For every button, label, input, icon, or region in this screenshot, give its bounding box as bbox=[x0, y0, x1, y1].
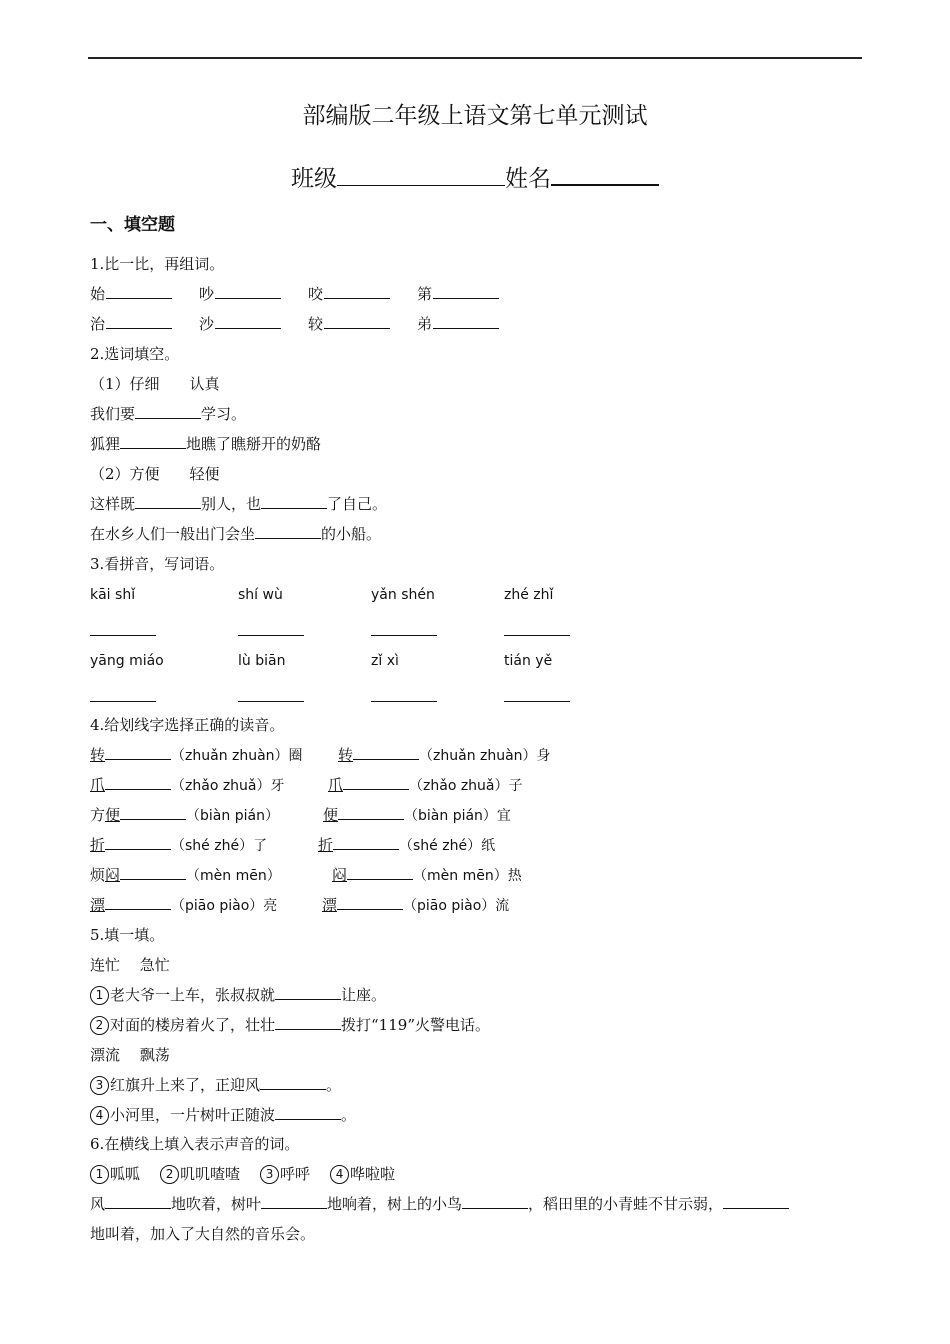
pinyin-item: kāi shǐ bbox=[90, 587, 136, 603]
q6-paragraph-line2: 地叫着，加入了大自然的音乐会。 bbox=[90, 1225, 316, 1243]
class-label: 班级 bbox=[291, 166, 337, 192]
answer-blank[interactable] bbox=[105, 894, 171, 910]
answer-blank[interactable] bbox=[337, 894, 403, 910]
pinyin-item: yǎn shén bbox=[371, 587, 435, 603]
answer-blank[interactable] bbox=[504, 635, 570, 636]
q6-options: 1 呱呱 2 叽叽喳喳 3 呼呼 4 哗啦啦 bbox=[90, 1163, 395, 1185]
class-name-line bbox=[0, 160, 950, 195]
q4-line: 漂 （piāo piào）亮 bbox=[90, 896, 278, 914]
q4-line: 闷 （mèn mēn）热 bbox=[332, 866, 522, 884]
answer-blank[interactable] bbox=[105, 834, 171, 850]
answer-blank[interactable] bbox=[106, 283, 172, 299]
answer-blank[interactable] bbox=[333, 834, 399, 850]
answer-blank[interactable] bbox=[238, 635, 304, 636]
answer-blank[interactable] bbox=[723, 1193, 789, 1209]
answer-blank[interactable] bbox=[105, 774, 171, 790]
q4-line: 便 （biàn pián）宜 bbox=[323, 806, 511, 824]
section-heading: 一、填空题 bbox=[90, 215, 175, 235]
answer-blank[interactable] bbox=[338, 804, 404, 820]
pinyin-item: tián yě bbox=[504, 653, 553, 669]
q4-line: 转 （zhuǎn zhuàn）圈 bbox=[90, 746, 303, 764]
answer-blank[interactable] bbox=[90, 701, 156, 702]
q3-prompt: 3.看拼音，写词语。 bbox=[90, 555, 225, 573]
name-label: 姓名 bbox=[505, 166, 551, 192]
q5-item-4: 4 小河里，一片树叶正随波 。 bbox=[90, 1104, 356, 1126]
answer-blank[interactable] bbox=[106, 313, 172, 329]
answer-blank[interactable] bbox=[120, 804, 186, 820]
q6-prompt: 6.在横线上填入表示声音的词。 bbox=[90, 1135, 300, 1153]
answer-blank[interactable] bbox=[504, 701, 570, 702]
pinyin-item: zhé zhǐ bbox=[504, 587, 554, 603]
answer-blank[interactable] bbox=[215, 283, 281, 299]
pinyin-item: shí wù bbox=[238, 587, 283, 603]
answer-blank[interactable] bbox=[433, 283, 499, 299]
answer-blank[interactable] bbox=[90, 635, 156, 636]
pinyin-item: yāng miáo bbox=[90, 653, 164, 669]
answer-blank[interactable] bbox=[371, 701, 437, 702]
q4-line: 烦闷 （mèn mēn） bbox=[90, 866, 281, 884]
q4-line: 方便 （biàn pián） bbox=[90, 806, 279, 824]
answer-blank[interactable] bbox=[120, 864, 186, 880]
q5-words-1: 连忙 急忙 bbox=[90, 956, 170, 974]
q2-group2-words: （2）方便 轻便 bbox=[90, 465, 220, 483]
answer-blank[interactable] bbox=[371, 635, 437, 636]
q2-sentence4: 在水乡人们一般出门会坐 的小船。 bbox=[90, 525, 382, 543]
class-blank[interactable] bbox=[337, 161, 505, 186]
q2-sentence2: 狐狸 地瞧了瞧掰开的奶酪 bbox=[90, 435, 322, 453]
answer-blank[interactable] bbox=[105, 744, 171, 760]
page-title: 部编版二年级上语文第七单元测试 bbox=[302, 103, 648, 129]
q5-words-2: 漂流 飘荡 bbox=[90, 1046, 170, 1064]
answer-blank[interactable] bbox=[238, 701, 304, 702]
q4-line: 爪 （zhǎo zhuǎ）子 bbox=[328, 776, 523, 794]
answer-blank[interactable] bbox=[275, 984, 341, 1000]
answer-blank[interactable] bbox=[347, 864, 413, 880]
answer-blank[interactable] bbox=[215, 313, 281, 329]
q5-prompt: 5.填一填。 bbox=[90, 926, 165, 944]
q4-line: 爪 （zhǎo zhuǎ）牙 bbox=[90, 776, 285, 794]
answer-blank[interactable] bbox=[343, 774, 409, 790]
answer-blank[interactable] bbox=[105, 1193, 171, 1209]
pinyin-item: zǐ xì bbox=[371, 653, 399, 669]
q6-paragraph-line1: 风 地吹着，树叶 地响着，树上的小鸟 ，稻田里的小青蛙不甘示弱， bbox=[90, 1193, 789, 1215]
header-rule bbox=[88, 57, 862, 59]
answer-blank[interactable] bbox=[275, 1014, 341, 1030]
q2-prompt: 2.选词填空。 bbox=[90, 345, 180, 363]
answer-blank[interactable] bbox=[433, 313, 499, 329]
answer-blank[interactable] bbox=[120, 433, 186, 449]
answer-blank[interactable] bbox=[324, 313, 390, 329]
q1-row1: 始 吵 咬 第 bbox=[90, 283, 500, 305]
q4-line: 漂 （piāo piào）流 bbox=[322, 896, 510, 914]
q5-item-1: 1 老大爷一上车，张叔叔就 让座。 bbox=[90, 984, 386, 1006]
q4-line: 折 （shé zhé）了 bbox=[90, 836, 268, 854]
answer-blank[interactable] bbox=[462, 1193, 528, 1209]
q5-item-2: 2 对面的楼房着火了，壮壮 拨打“119”火警电话。 bbox=[90, 1014, 490, 1036]
answer-blank[interactable] bbox=[135, 493, 201, 509]
q4-line: 转 （zhuǎn zhuàn）身 bbox=[338, 746, 551, 764]
q2-sentence3: 这样既 别人，也 了自己。 bbox=[90, 495, 388, 513]
q4-prompt: 4.给划线字选择正确的读音。 bbox=[90, 716, 285, 734]
answer-blank[interactable] bbox=[260, 1074, 326, 1090]
answer-blank[interactable] bbox=[324, 283, 390, 299]
answer-blank[interactable] bbox=[255, 523, 321, 539]
pinyin-item: lù biān bbox=[238, 653, 286, 669]
answer-blank[interactable] bbox=[275, 1104, 341, 1120]
answer-blank[interactable] bbox=[353, 744, 419, 760]
answer-blank[interactable] bbox=[261, 1193, 327, 1209]
q1-row2: 治 沙 较 弟 bbox=[90, 313, 500, 335]
answer-blank[interactable] bbox=[135, 403, 201, 419]
q5-item-3: 3 红旗升上来了，正迎风 。 bbox=[90, 1074, 341, 1096]
answer-blank[interactable] bbox=[261, 493, 327, 509]
name-blank[interactable] bbox=[551, 160, 659, 186]
q1-prompt: 1.比一比，再组词。 bbox=[90, 255, 225, 273]
q2-sentence1: 我们要 学习。 bbox=[90, 405, 247, 423]
q2-group1-words: （1）仔细 认真 bbox=[90, 375, 220, 393]
q4-line: 折 （shé zhé）纸 bbox=[318, 836, 496, 854]
